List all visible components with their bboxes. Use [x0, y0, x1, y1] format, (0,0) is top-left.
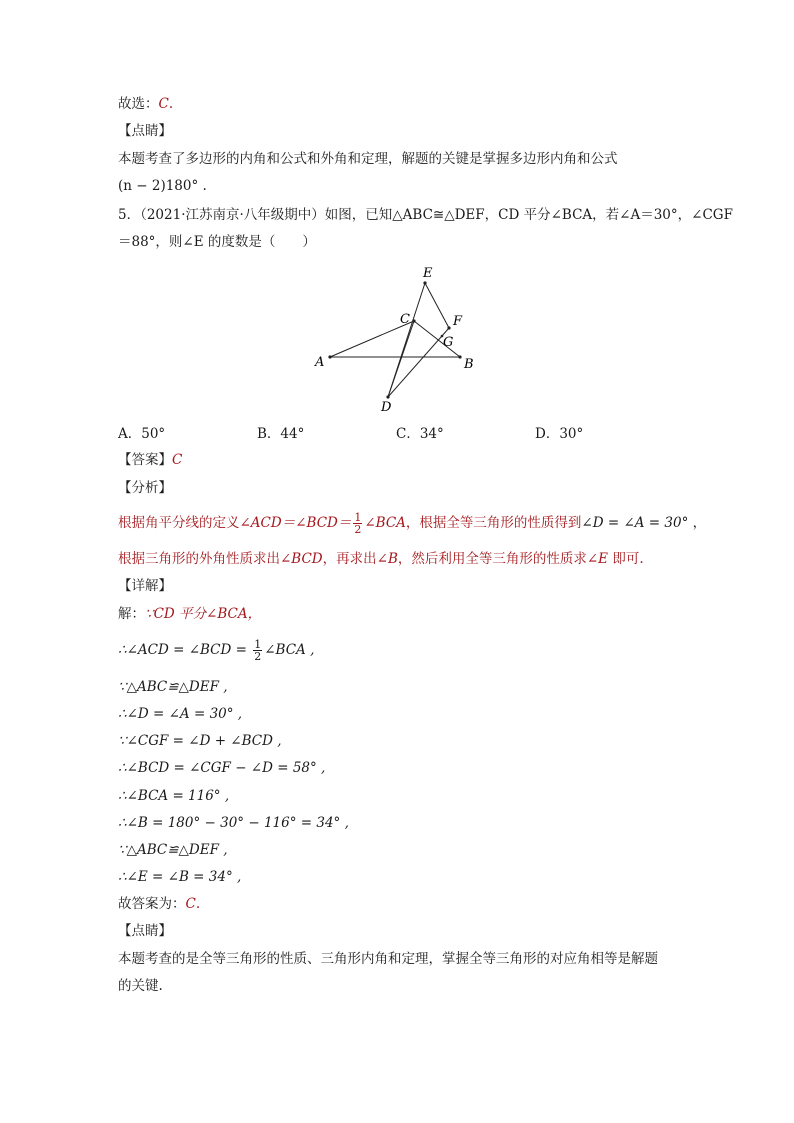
detail-step-11a: 故答案为：	[118, 896, 186, 912]
option-b-letter: B．	[257, 426, 281, 442]
option-a-letter: A．	[118, 426, 142, 442]
point-B	[458, 355, 461, 358]
point-C	[412, 319, 415, 322]
fraction-numerator: 1	[354, 511, 362, 524]
option-b	[257, 424, 304, 444]
point-E	[423, 281, 426, 284]
option-c-letter: C．	[396, 426, 420, 442]
analysis-text-2g: 即可.	[608, 551, 644, 567]
analysis-text-1b: ∠ACD＝∠BCD＝	[239, 515, 352, 531]
option-d	[535, 424, 583, 444]
detail-step-10: ∴∠E = ∠B = 34° ,	[118, 869, 242, 885]
point-F	[447, 326, 450, 329]
detail-step-11c: .	[195, 896, 201, 912]
analysis-text-2b: ∠BCD	[280, 551, 323, 567]
detail-step-7: ∴∠BCA = 116° ,	[118, 788, 230, 804]
comment-line-1: 本题考查了多边形的内角和公式和外角和定理，解题的关键是掌握多边形内角和公式	[118, 151, 618, 167]
analysis-line-2	[118, 549, 644, 569]
analysis-text-2e: ，然后利用全等三角形的性质求	[397, 551, 587, 567]
option-b-value: 44°	[280, 426, 305, 442]
analysis-text-2c: ，再求出	[322, 551, 377, 567]
point-D	[386, 395, 389, 398]
answer-line	[118, 450, 182, 470]
conclusion-prefix: 故选：	[118, 96, 159, 112]
detail-step-2a: ∴∠ACD = ∠BCD =	[118, 642, 252, 658]
analysis-text-1c: ∠BCA	[364, 515, 406, 531]
problem-stem-line-1: 5．（2021·江苏南京·八年级期中）如图，已知△ABC≅△DEF，CD 平分∠BCA，若∠A＝30°，∠CGF	[118, 207, 733, 223]
analysis-text-2f: ∠E	[586, 551, 609, 567]
detail-step-6: ∴∠BCD = ∠CGF − ∠D = 58° ,	[118, 760, 326, 776]
analysis-header: 【分析】	[118, 480, 172, 496]
detail-step-2	[118, 639, 314, 662]
geometry-figure	[300, 260, 500, 420]
option-d-letter: D．	[535, 426, 560, 442]
detail-step-8: ∴∠B = 180° − 30° − 116° = 34° ,	[118, 815, 349, 831]
detail-step-5: ∵∠CGF = ∠D + ∠BCD ,	[118, 733, 282, 749]
label-C: C	[400, 312, 410, 327]
analysis-fraction	[353, 512, 362, 535]
detail-step-2b: ∠BCA ,	[264, 642, 315, 658]
label-A: A	[315, 355, 325, 370]
option-d-value: 30°	[559, 426, 584, 442]
label-G: G	[443, 335, 454, 350]
conclusion-answer: C	[158, 96, 169, 112]
analysis-text-1f: ，	[688, 515, 707, 531]
detail-step-1	[118, 604, 261, 624]
triangle-diagram	[300, 260, 500, 420]
analysis-text-1a: 根据角平分线的定义	[118, 515, 240, 531]
option-a-value: 50°	[141, 426, 166, 442]
detail-step-9: ∵△ABC≌△DEF ,	[118, 842, 228, 858]
detail-fraction-denominator: 2	[254, 650, 262, 663]
detail-step-11	[118, 894, 200, 914]
comment2-header: 【点睛】	[118, 923, 172, 939]
segment-EF	[425, 283, 449, 328]
detail-step-1b: ∵CD 平分∠BCA，	[145, 606, 262, 622]
comment2-line-2: 的关键.	[118, 978, 163, 994]
comment2-line-1: 本题考查的是全等三角形的性质、三角形内角和定理，掌握全等三角形的对应角相等是解题	[118, 951, 658, 967]
detail-step-3: ∵△ABC≌△DEF ,	[118, 679, 228, 695]
label-B: B	[464, 357, 474, 372]
analysis-text-1d: ，根据全等三角形的性质得到	[405, 515, 582, 531]
fraction-denominator: 2	[354, 523, 362, 536]
analysis-text-2d: ∠B	[376, 551, 398, 567]
label-D: D	[381, 400, 392, 415]
segment-DF	[388, 328, 449, 397]
comment-header: 【点睛】	[118, 123, 172, 139]
detail-header: 【详解】	[118, 578, 172, 594]
answer-value: C	[172, 452, 183, 468]
detail-fraction-numerator: 1	[254, 638, 262, 651]
answer-header: 【答案】	[118, 452, 172, 468]
label-F: F	[453, 314, 463, 329]
detail-step-4: ∴∠D = ∠A = 30° ,	[118, 706, 243, 722]
analysis-line-1	[118, 512, 706, 535]
conclusion-line	[118, 94, 173, 114]
point-A	[328, 355, 331, 358]
problem-stem-line-2: ＝88°，则∠E 的度数是（ ）	[118, 234, 316, 250]
detail-step-11b: C	[185, 896, 196, 912]
analysis-text-1e: ∠D = ∠A = 30°	[581, 515, 689, 531]
label-E: E	[423, 266, 433, 281]
analysis-text-2a: 根据三角形的外角性质求出	[118, 551, 280, 567]
conclusion-suffix: .	[168, 96, 174, 112]
detail-fraction	[253, 639, 262, 662]
detail-step-1a: 解：	[118, 606, 145, 622]
segment-ED	[388, 283, 425, 397]
comment-line-2: (n − 2)180° .	[118, 178, 207, 194]
option-c-value: 34°	[419, 426, 444, 442]
option-c	[396, 424, 444, 444]
option-a	[118, 424, 165, 444]
